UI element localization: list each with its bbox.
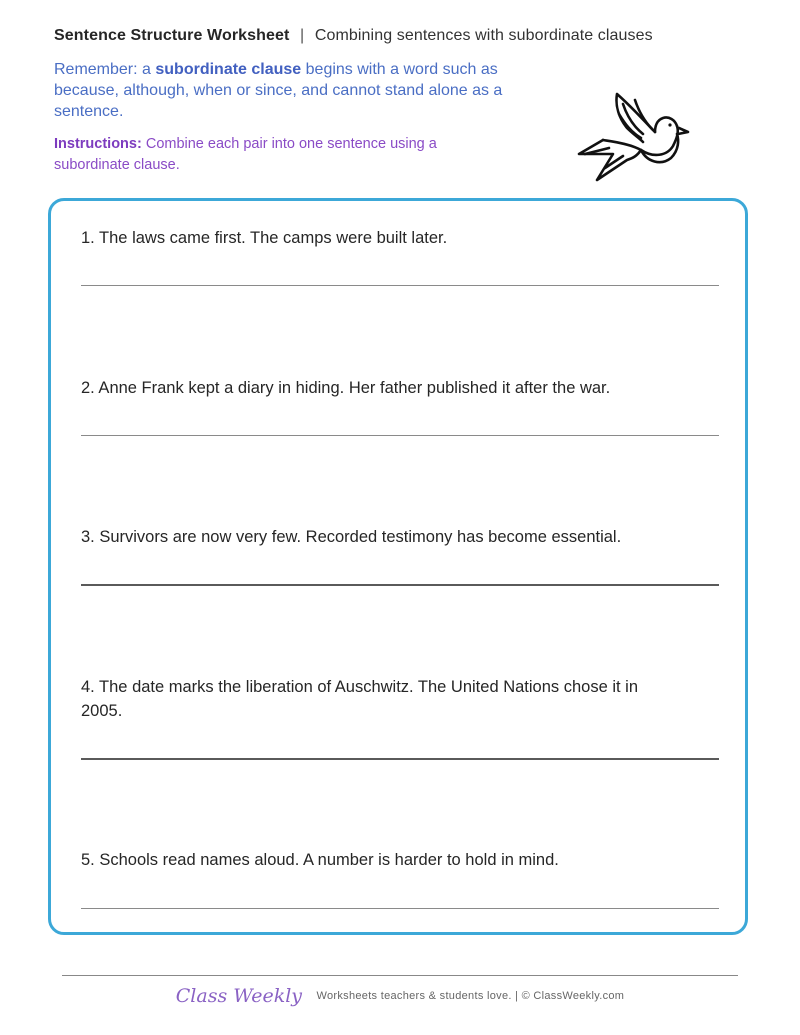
answer-line-3[interactable] (81, 584, 719, 586)
worksheet-title: Sentence Structure Worksheet (54, 27, 290, 44)
question-3: 3. Survivors are now very few. Recorded testimony has become essential. (81, 528, 622, 546)
questions-card (48, 198, 748, 935)
answer-line-2[interactable] (81, 435, 719, 436)
answer-line-5[interactable] (81, 908, 719, 909)
footer-tagline: Worksheets teachers & students love. | © ClassWeekly.com (316, 990, 625, 1002)
instructions-text: Combine each pair into one sentence using a subordinate clause. (54, 136, 437, 173)
remember-suffix: begins with a word such as because, although, when or since, and cannot stand alone as a sentence. (54, 61, 503, 120)
question-4: 4. The date marks the liberation of Auschwitz. The United Nations chose it in 2005. (81, 678, 639, 720)
remember-keyword: subordinate clause (155, 61, 302, 78)
dove-icon (575, 88, 695, 188)
answer-line-4[interactable] (81, 758, 719, 760)
answer-line-1[interactable] (81, 285, 719, 286)
question-1: 1. The laws came first. The camps were built later. (81, 229, 448, 247)
worksheet-subtitle: Combining sentences with subordinate clauses (314, 27, 653, 44)
instructions-label: Instructions: (54, 136, 142, 152)
question-5: 5. Schools read names aloud. A number is harder to hold in mind. (81, 851, 559, 869)
brand-logo: Class Weekly (175, 985, 303, 1007)
remember-prefix: Remember: a (54, 61, 156, 78)
header-separator: | (300, 27, 305, 44)
instructions (54, 134, 494, 176)
footer-divider (62, 975, 738, 976)
worksheet-header (54, 27, 653, 45)
remember-note (54, 59, 544, 122)
footer (0, 985, 800, 1007)
question-2: 2. Anne Frank kept a diary in hiding. Her father published it after the war. (81, 379, 611, 397)
